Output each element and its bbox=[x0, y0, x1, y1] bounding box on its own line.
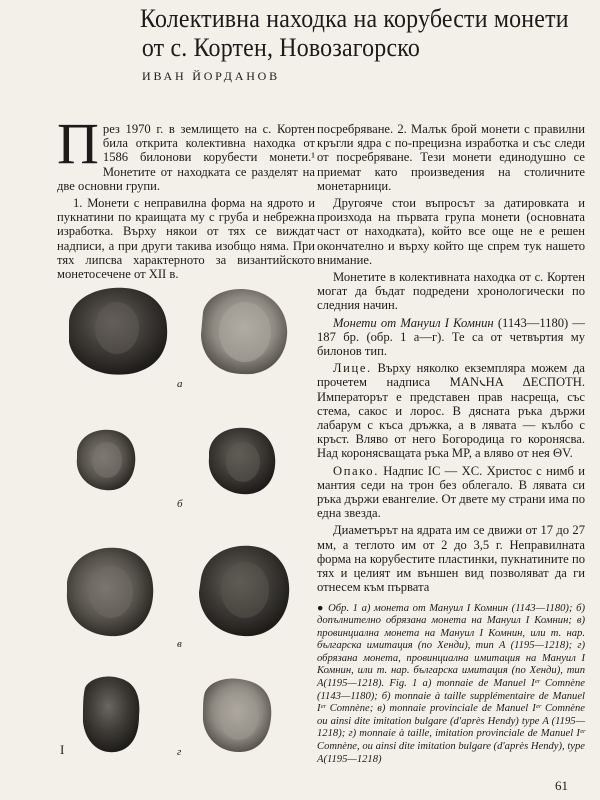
caption-text: Обр. 1 а) монета от Мануил I Комнин (1143—1180); б) допълнително обрязана монета на Мануил I Комнин; в) провинциална монета на Мануил I Комнин, или т. нар. българска имитация (по Хенди), тип А (1195—1218); г) обрязана монета, провинциална имитация на Мануил I Комнин, или т. нар. българска имитация (по Хенди), тип А(1195—1218). Fig. 1 a) monnaie de Manuel Iᵉʳ Comnène (1143—1180); б) monnaie à taille supplémentaire de Manuel Iᵉʳ Comnène; в) monnaie provinciale de Manuel Iᵉʳ Comnène ou ainsi dite imitation bulgare (d'après Hendy) type A (1195—1218); г) monnaie à taille, imitation provinciale de Manuel Iᵉʳ Comnène, ou ainsi dite imitation bulgare (d'après Hendy), type A(1195—1218) bbox=[317, 602, 585, 765]
coin-photographs bbox=[55, 282, 310, 762]
coin-label-c: в bbox=[177, 638, 182, 650]
coin-figure bbox=[55, 282, 310, 762]
title-line-2: от с. Кортен, Новозагорско bbox=[141, 33, 420, 62]
manuel-coins-heading: Монети от Мануил I Комнин bbox=[333, 315, 494, 330]
intro-text: рез 1970 г. в землището на с. Кортен била открита колективна находка от 1586 билонови корубести монети.¹ Монетите от находката се разделят на две основни групи. bbox=[57, 122, 315, 193]
title-line-1: Колективна находка на корубести монети bbox=[140, 4, 569, 33]
chronology-paragraph: Монетите в колективната находка от с. Кортен могат да бъдат подредени хронологически по следния начин. bbox=[317, 270, 585, 313]
left-column bbox=[57, 111, 315, 282]
obverse-heading: Лице. bbox=[333, 361, 372, 376]
dimensions-paragraph: Диаметърът на ядрата им се движи от 17 до 27 мм, а теглото им от 2 до 3,5 г. Неправилната форма на корубестите пластинки, пукнатините по тях и целият им външен вид позволяват да ги отнесем към първата bbox=[317, 523, 585, 595]
reverse-text: Надпис IC — XC. Христос с нимб и мантия седи на трон без облегало. В лявата си ръка държи евангелие. От двете му страни има по една звезда. bbox=[317, 463, 585, 521]
figure-marker: I bbox=[60, 742, 65, 757]
article-title bbox=[140, 4, 569, 62]
right-column bbox=[317, 122, 585, 766]
group-one-paragraph: 1. Монети с неправилна форма на ядрото и пукнатини по краищата му с груба и небрежна изработка. Върху някои от тях се виждат надписи, а при други такива изобщо няма. При тях липсва характерното за византийското монетосечене от XII в. bbox=[57, 196, 315, 282]
obverse-paragraph bbox=[317, 361, 585, 460]
obverse-text: Върху няколко екземпляра можем да прочетем надписа MAN𐅹HA ΔECΠOTH. Императорът е представен прав насреща, със стема, сакос и лорос. В дясната ръка държи лабарум с къса дръжка, а в лявата — кълбо с кръст. Вляво от него Богородица го коронясва. Над коронясващата ръка ΜΡ, а вляво от нея ΘV. bbox=[317, 361, 585, 461]
coin-label-b: б bbox=[177, 498, 183, 510]
manuel-coins-paragraph bbox=[317, 316, 585, 359]
intro-paragraph bbox=[57, 111, 315, 193]
group-two-paragraph: посребряване. 2. Малък брой монети с правилни кръгли ядра с по-прецизна изработка и със следи от посребряване. Тези монети единодушно се приемат като произведения на столичните монетарници. bbox=[317, 122, 585, 193]
coin-d-obverse bbox=[83, 676, 139, 752]
manuel-coins-text: (1143—1180) — 187 бр. (обр. 1 а—г). Те са от четвъртия му билонов тип. bbox=[317, 315, 586, 359]
page-number: 61 bbox=[555, 778, 568, 793]
coin-label-d: г bbox=[177, 746, 182, 758]
caption-bullet: ● bbox=[317, 602, 325, 614]
dating-paragraph: Другояче стои въпросът за датировката и произхода на първата група монети (основната част от находката), който все още не е решен окончателно и върху който ще спрем тук нашето внимание. bbox=[317, 196, 585, 267]
drop-cap: П bbox=[57, 111, 97, 176]
figure-caption bbox=[317, 603, 585, 767]
reverse-paragraph bbox=[317, 464, 585, 521]
coin-label-a: а bbox=[177, 378, 183, 390]
author-name: ИВАН ЙОРДАНОВ bbox=[142, 69, 280, 83]
reverse-heading: Опако. bbox=[333, 463, 379, 478]
